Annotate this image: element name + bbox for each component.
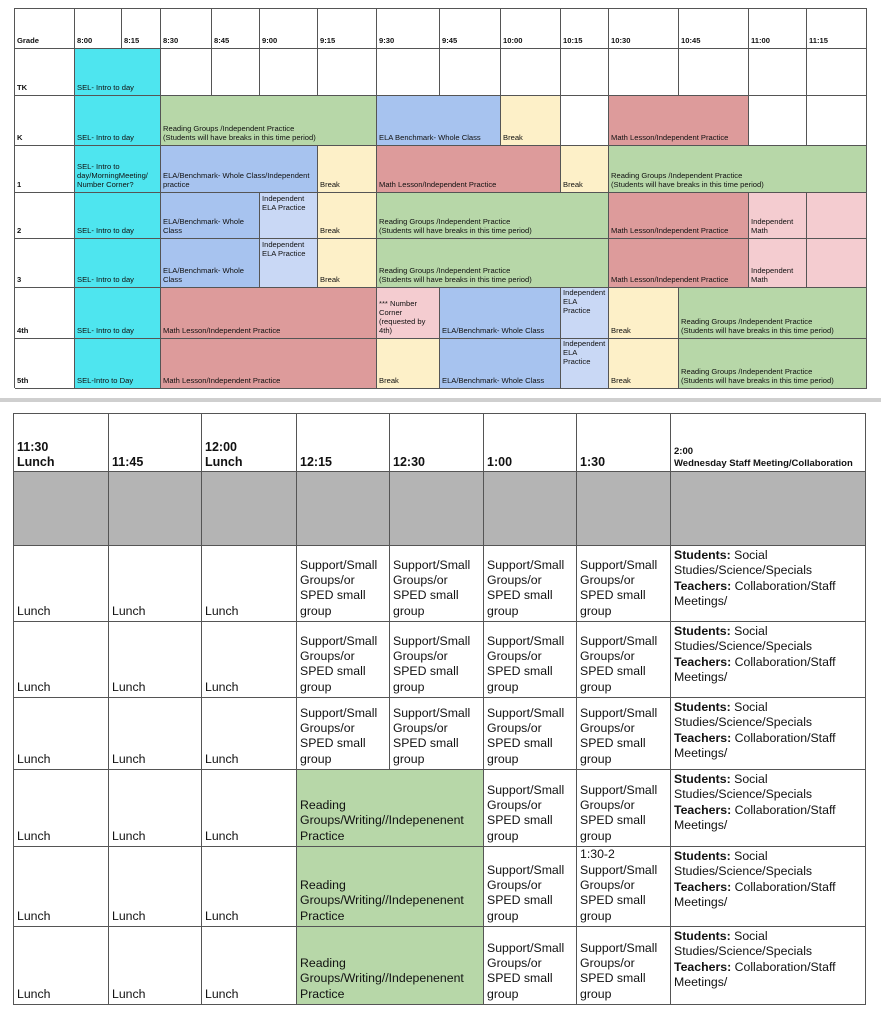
g5-math-block: Math Lesson/Independent Practice: [161, 339, 377, 389]
header-930: 9:30: [377, 9, 440, 49]
grade-k: K: [15, 96, 75, 146]
tk-empty: [501, 49, 561, 96]
support-cell: Support/Small Groups/or SPED small group: [577, 546, 671, 622]
k-empty: [807, 96, 867, 146]
header-815: 8:15: [122, 9, 161, 49]
g4-sel-block: SEL- Intro to day: [75, 288, 161, 339]
tk-empty: [749, 49, 807, 96]
lunch-cell: Lunch: [202, 847, 297, 927]
gray-cell: [577, 472, 671, 546]
gray-cell: [14, 472, 109, 546]
lunch-cell: Lunch: [109, 770, 202, 847]
g3-break-block: Break: [318, 239, 377, 288]
g4-math-block: Math Lesson/Independent Practice: [161, 288, 377, 339]
tk-empty: [440, 49, 501, 96]
lunch-cell: Lunch: [14, 927, 109, 1005]
specials-cell: Students: Social Studies/Science/Specials Teachers: Collaboration/Staff Meetings/: [671, 770, 866, 847]
reading-writing-cell: Reading Groups/Writing//Indepenenent Practice: [297, 847, 484, 927]
g3-independent-ela-block: Independent ELA Practice: [260, 239, 318, 288]
lunch-cell: Lunch: [202, 546, 297, 622]
support-cell: Support/Small Groups/or SPED small group: [484, 847, 577, 927]
g4-number-corner-block: *** Number Corner (requested by 4th): [377, 288, 440, 339]
header-1100: 11:00: [749, 9, 807, 49]
tk-sel-block: SEL- Intro to day: [75, 49, 161, 96]
header-1130-lunch: 11:30 Lunch: [14, 414, 109, 472]
reading-writing-cell: Reading Groups/Writing//Indepenenent Practice: [297, 770, 484, 847]
support-cell: Support/Small Groups/or SPED small group: [484, 770, 577, 847]
support-cell: Support/Small Groups/or SPED small group: [297, 698, 390, 770]
support-130-cell: 1:30-2 Support/Small Groups/or SPED small group: [577, 847, 671, 927]
lunch-cell: Lunch: [109, 546, 202, 622]
lunch-cell: Lunch: [14, 770, 109, 847]
g3-math-block: Math Lesson/Independent Practice: [609, 239, 749, 288]
specials-cell: Students: Social Studies/Science/Specials Teachers: Collaboration/Staff Meetings/: [671, 546, 866, 622]
lunch-cell: Lunch: [109, 698, 202, 770]
g2-reading-groups-block: Reading Groups /Independent Practice (Students will have breaks in this time period): [377, 193, 609, 239]
reading-writing-cell: Reading Groups/Writing//Indepenenent Practice: [297, 927, 484, 1005]
support-cell: Support/Small Groups/or SPED small group: [484, 622, 577, 698]
specials-cell: Students: Social Studies/Science/Specials Teachers: Collaboration/Staff Meetings/: [671, 698, 866, 770]
g1-break-block-2: Break: [561, 146, 609, 193]
g1-ela-benchmark-block: ELA/Benchmark- Whole Class/Independent practice: [161, 146, 318, 193]
g1-reading-groups-block: Reading Groups /Independent Practice (Students will have breaks in this time period): [609, 146, 867, 193]
header-1145: 11:45: [109, 414, 202, 472]
tk-empty: [377, 49, 440, 96]
section-divider: [0, 398, 881, 402]
support-cell: Support/Small Groups/or SPED small group: [484, 546, 577, 622]
lunch-cell: Lunch: [202, 622, 297, 698]
k-empty: [749, 96, 807, 146]
g5-break-block: Break: [377, 339, 440, 389]
support-cell: Support/Small Groups/or SPED small group: [297, 622, 390, 698]
k-reading-groups-block: Reading Groups /Independent Practice (Students will have breaks in this time period): [161, 96, 377, 146]
g4-reading-groups-block: Reading Groups /Independent Practice (Students will have breaks in this time period): [679, 288, 867, 339]
header-grade: Grade: [15, 9, 75, 49]
header-915: 9:15: [318, 9, 377, 49]
grade-2: 2: [15, 193, 75, 239]
lunch-cell: Lunch: [14, 622, 109, 698]
header-845: 8:45: [212, 9, 260, 49]
g3-independent-math-block: Independent Math: [749, 239, 807, 288]
header-1015: 10:15: [561, 9, 609, 49]
support-cell: Support/Small Groups/or SPED small group: [390, 546, 484, 622]
gray-cell: [484, 472, 577, 546]
k-break-block: Break: [501, 96, 561, 146]
tk-empty: [260, 49, 318, 96]
lunch-cell: Lunch: [202, 927, 297, 1005]
g2-independent-ela-block: Independent ELA Practice: [260, 193, 318, 239]
header-200-staff-meeting: 2:00 Wednesday Staff Meeting/Collaboration: [671, 414, 866, 472]
specials-cell: Students: Social Studies/Science/Specials Teachers: Collaboration/Staff Meetings/: [671, 847, 866, 927]
lunch-cell: Lunch: [14, 546, 109, 622]
g1-break-block: Break: [318, 146, 377, 193]
g2-independent-math-block: Independent Math: [749, 193, 807, 239]
g5-break-block: Break: [609, 339, 679, 389]
g5-reading-groups-block: Reading Groups /Independent Practice (Students will have breaks in this time period): [679, 339, 867, 389]
g2-break-block: Break: [318, 193, 377, 239]
header-1215: 12:15: [297, 414, 390, 472]
k-ela-benchmark-block: ELA Benchmark- Whole Class: [377, 96, 501, 146]
g5-sel-block: SEL-Intro to Day: [75, 339, 161, 389]
g4-ela-benchmark-block: ELA/Benchmark- Whole Class: [440, 288, 561, 339]
support-cell: Support/Small Groups/or SPED small group: [577, 622, 671, 698]
support-cell: Support/Small Groups/or SPED small group: [577, 770, 671, 847]
g1-sel-block: SEL- Intro to day/MorningMeeting/ Number Corner?: [75, 146, 161, 193]
header-800: 8:00: [75, 9, 122, 49]
g2-ela-benchmark-block: ELA/Benchmark- Whole Class: [161, 193, 260, 239]
k-empty: [561, 96, 609, 146]
header-100: 1:00: [484, 414, 577, 472]
grade-5th: 5th: [15, 339, 75, 389]
header-830: 8:30: [161, 9, 212, 49]
tk-empty: [161, 49, 212, 96]
top-schedule-table: [14, 8, 867, 388]
tk-empty: [679, 49, 749, 96]
support-cell: Support/Small Groups/or SPED small group: [484, 927, 577, 1005]
g3-independent-math-block-2: [807, 239, 867, 288]
lunch-cell: Lunch: [14, 698, 109, 770]
g4-break-block: Break: [609, 288, 679, 339]
specials-cell: Students: Social Studies/Science/Specials Teachers: Collaboration/Staff Meetings/: [671, 927, 866, 1005]
g2-math-block: Math Lesson/Independent Practice: [609, 193, 749, 239]
header-1115: 11:15: [807, 9, 867, 49]
g5-ela-benchmark-block: ELA/Benchmark- Whole Class: [440, 339, 561, 389]
header-1045: 10:45: [679, 9, 749, 49]
lunch-cell: Lunch: [14, 847, 109, 927]
support-cell: Support/Small Groups/or SPED small group: [484, 698, 577, 770]
gray-cell: [109, 472, 202, 546]
g5-independent-ela-block: Independent ELA Practice: [561, 339, 609, 389]
header-130: 1:30: [577, 414, 671, 472]
g2-sel-block: SEL- Intro to day: [75, 193, 161, 239]
g3-reading-groups-block: Reading Groups /Independent Practice (Students will have breaks in this time period): [377, 239, 609, 288]
support-cell: Support/Small Groups/or SPED small group: [390, 698, 484, 770]
gray-cell: [390, 472, 484, 546]
support-cell: Support/Small Groups/or SPED small group: [297, 546, 390, 622]
header-945: 9:45: [440, 9, 501, 49]
specials-cell: Students: Social Studies/Science/Specials Teachers: Collaboration/Staff Meetings/: [671, 622, 866, 698]
g2-independent-math-block-2: [807, 193, 867, 239]
header-1000: 10:00: [501, 9, 561, 49]
tk-empty: [561, 49, 609, 96]
grade-4th: 4th: [15, 288, 75, 339]
header-1030: 10:30: [609, 9, 679, 49]
lunch-cell: Lunch: [109, 847, 202, 927]
support-cell: Support/Small Groups/or SPED small group: [577, 698, 671, 770]
tk-empty: [807, 49, 867, 96]
support-cell: Support/Small Groups/or SPED small group: [577, 927, 671, 1005]
lunch-cell: Lunch: [109, 622, 202, 698]
header-1200-lunch: 12:00 Lunch: [202, 414, 297, 472]
tk-empty: [212, 49, 260, 96]
grade-1: 1: [15, 146, 75, 193]
header-900: 9:00: [260, 9, 318, 49]
lunch-cell: Lunch: [202, 770, 297, 847]
grade-tk: TK: [15, 49, 75, 96]
k-math-block: Math Lesson/Independent Practice: [609, 96, 749, 146]
tk-empty: [609, 49, 679, 96]
g3-ela-benchmark-block: ELA/Benchmark- Whole Class: [161, 239, 260, 288]
gray-cell: [297, 472, 390, 546]
g1-math-block: Math Lesson/Independent Practice: [377, 146, 561, 193]
bottom-schedule-table: [13, 413, 866, 1005]
k-sel-block: SEL- Intro to day: [75, 96, 161, 146]
support-cell: Support/Small Groups/or SPED small group: [390, 622, 484, 698]
gray-cell: [671, 472, 866, 546]
g4-independent-ela-block: Independent ELA Practice: [561, 288, 609, 339]
lunch-cell: Lunch: [109, 927, 202, 1005]
grade-3: 3: [15, 239, 75, 288]
header-1230: 12:30: [390, 414, 484, 472]
tk-empty: [318, 49, 377, 96]
lunch-cell: Lunch: [202, 698, 297, 770]
gray-cell: [202, 472, 297, 546]
g3-sel-block: SEL- Intro to day: [75, 239, 161, 288]
